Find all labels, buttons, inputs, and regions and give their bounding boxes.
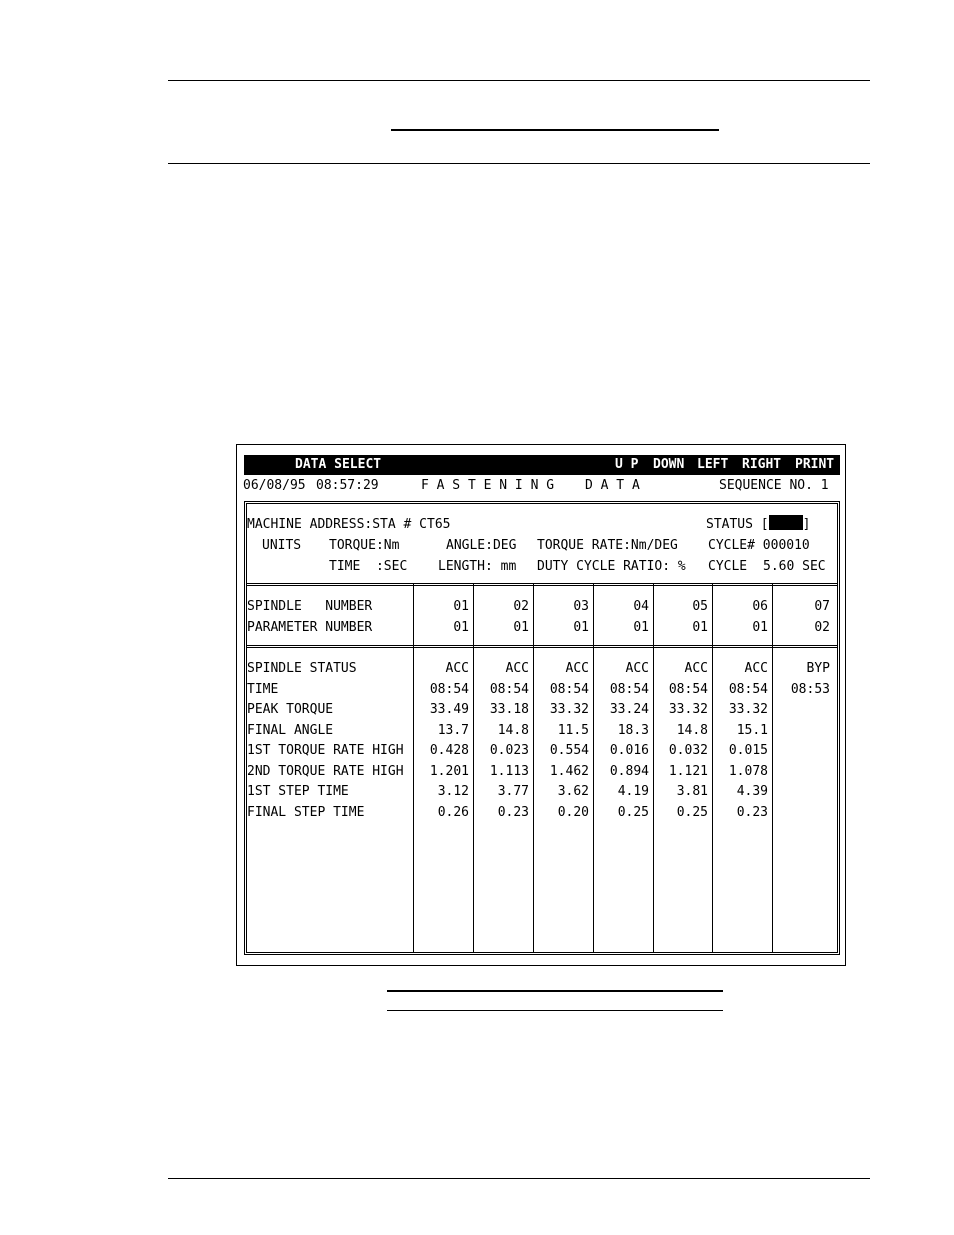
data-cell: 33.32 bbox=[728, 702, 768, 717]
screen-title-data: D A T A bbox=[585, 478, 640, 493]
menu-bar bbox=[244, 455, 840, 475]
spindle-number-cell: 05 bbox=[692, 599, 708, 614]
spindle-number-cell: 07 bbox=[814, 599, 830, 614]
data-cell: 3.81 bbox=[676, 784, 708, 799]
parameter-number-cell: 02 bbox=[814, 620, 830, 635]
data-cell: 08:54 bbox=[668, 681, 708, 697]
top-rule bbox=[168, 80, 870, 81]
data-cell: 0.894 bbox=[609, 763, 649, 779]
status-label: STATUS [ ] bbox=[706, 517, 811, 532]
fastening-data-screen bbox=[236, 444, 846, 966]
row-label: FINAL ANGLE bbox=[247, 722, 334, 738]
parameter-number-label: PARAMETER NUMBER bbox=[247, 620, 373, 635]
data-cell: 08:54 bbox=[429, 681, 469, 697]
header-bottom-rule bbox=[168, 163, 870, 164]
data-cell: 0.26 bbox=[437, 804, 469, 820]
data-cell: 3.12 bbox=[437, 784, 469, 799]
parameter-number-cell: 01 bbox=[513, 620, 529, 635]
data-cell: ACC bbox=[505, 661, 529, 676]
duty-cycle-unit: DUTY CYCLE RATIO: % bbox=[537, 559, 686, 574]
data-cell: ACC bbox=[625, 661, 649, 676]
data-cell: 4.39 bbox=[736, 784, 768, 799]
data-cell: 1.201 bbox=[429, 763, 469, 779]
data-cell: 1.078 bbox=[728, 763, 768, 779]
data-cell: 0.23 bbox=[736, 804, 768, 820]
data-cell: 18.3 bbox=[617, 722, 649, 738]
info-divider bbox=[247, 583, 837, 586]
sequence-number: SEQUENCE NO. 1 bbox=[719, 478, 829, 493]
cycle-label: CYCLE bbox=[708, 559, 748, 574]
parameter-number-cell: 01 bbox=[573, 620, 589, 635]
spindle-number-cell: 06 bbox=[752, 599, 768, 614]
data-cell: ACC bbox=[744, 661, 768, 676]
data-cell: 4.19 bbox=[617, 784, 649, 799]
data-cell: 11.5 bbox=[557, 722, 589, 738]
row-label: 1ST STEP TIME bbox=[247, 784, 349, 799]
data-cell: 33.32 bbox=[549, 702, 589, 717]
date: 06/08/95 bbox=[243, 478, 306, 493]
data-cell: 0.023 bbox=[489, 743, 529, 758]
menu-left[interactable]: LEFT bbox=[697, 457, 729, 472]
cycle-time: 5.60 SEC bbox=[763, 559, 826, 574]
data-cell: 0.25 bbox=[676, 804, 708, 820]
data-cell: 1.462 bbox=[549, 763, 589, 779]
spindle-number-cell: 04 bbox=[633, 599, 649, 614]
data-cell: ACC bbox=[684, 661, 708, 676]
menu-up[interactable]: U P bbox=[615, 457, 639, 472]
data-cell: 08:54 bbox=[728, 681, 768, 697]
subheader bbox=[243, 477, 841, 495]
data-cell: 08:53 bbox=[790, 681, 830, 697]
spindle-number-label: SPINDLE NUMBER bbox=[247, 599, 373, 614]
header-divider bbox=[247, 645, 837, 648]
data-cell: 0.20 bbox=[557, 804, 589, 820]
torque-rate-unit: TORQUE RATE:Nm/DEG bbox=[537, 538, 678, 553]
data-cell: 14.8 bbox=[497, 722, 529, 738]
data-cell: 08:54 bbox=[609, 681, 649, 697]
menu-print[interactable]: PRINT bbox=[795, 457, 835, 472]
data-cell: 0.032 bbox=[668, 743, 708, 758]
parameter-number-cell: 01 bbox=[752, 620, 768, 635]
parameter-number-cell: 01 bbox=[692, 620, 708, 635]
data-cell: ACC bbox=[565, 661, 589, 676]
data-cell: BYP bbox=[806, 661, 830, 676]
parameter-number-cell: 01 bbox=[633, 620, 649, 635]
torque-unit: TORQUE:Nm bbox=[329, 538, 400, 553]
menu-right[interactable]: RIGHT bbox=[742, 457, 782, 472]
data-cell: 33.18 bbox=[489, 702, 529, 717]
row-label: PEAK TORQUE bbox=[247, 702, 334, 717]
data-cell: 0.25 bbox=[617, 804, 649, 820]
data-cell: 08:54 bbox=[489, 681, 529, 697]
data-cell: 33.49 bbox=[429, 702, 469, 717]
data-cell: 0.015 bbox=[728, 743, 768, 758]
time-unit: TIME :SEC bbox=[329, 559, 408, 574]
data-cell: 1.113 bbox=[489, 763, 529, 779]
length-unit: LENGTH: mm bbox=[438, 559, 517, 574]
data-cell: 3.62 bbox=[557, 784, 589, 799]
angle-unit: ANGLE:DEG bbox=[446, 538, 517, 553]
status-indicator bbox=[769, 515, 803, 530]
data-cell: 3.77 bbox=[497, 784, 529, 799]
data-cell: 14.8 bbox=[676, 722, 708, 738]
screen-title-fastening: F A S T E N I N G bbox=[421, 478, 555, 493]
clock-time: 08:57:29 bbox=[316, 478, 379, 493]
data-cell: 0.554 bbox=[549, 743, 589, 758]
data-cell: 33.24 bbox=[609, 702, 649, 717]
data-cell: 1.121 bbox=[668, 763, 708, 779]
spindle-number-cell: 01 bbox=[453, 599, 469, 614]
spindle-number-cell: 02 bbox=[513, 599, 529, 614]
data-cell: 15.1 bbox=[736, 722, 768, 738]
data-cell: 0.016 bbox=[609, 743, 649, 758]
data-panel bbox=[244, 501, 840, 955]
footer-rule bbox=[168, 1178, 870, 1179]
row-label: 2ND TORQUE RATE HIGH bbox=[247, 763, 404, 779]
cycle-number: CYCLE# 000010 bbox=[708, 538, 810, 553]
machine-address: MACHINE ADDRESS:STA # CT65 bbox=[247, 517, 451, 532]
data-cell: 08:54 bbox=[549, 681, 589, 697]
row-label: FINAL STEP TIME bbox=[247, 804, 365, 820]
row-label: SPINDLE STATUS bbox=[247, 661, 357, 676]
data-cell: 0.23 bbox=[497, 804, 529, 820]
row-label: TIME bbox=[247, 681, 279, 697]
data-cell: 0.428 bbox=[429, 743, 469, 758]
data-cell: ACC bbox=[445, 661, 469, 676]
menu-down[interactable]: DOWN bbox=[653, 457, 685, 472]
caption-rule-top bbox=[387, 990, 723, 992]
spindle-number-cell: 03 bbox=[573, 599, 589, 614]
data-cell: 33.32 bbox=[668, 702, 708, 717]
title-underline bbox=[391, 129, 719, 131]
data-cell: 13.7 bbox=[437, 722, 469, 738]
caption-rule-bottom bbox=[387, 1010, 723, 1011]
menu-title: DATA SELECT bbox=[295, 457, 382, 472]
row-label: 1ST TORQUE RATE HIGH bbox=[247, 743, 404, 758]
col-divider bbox=[772, 584, 773, 952]
units-label: UNITS bbox=[262, 538, 302, 553]
parameter-number-cell: 01 bbox=[453, 620, 469, 635]
